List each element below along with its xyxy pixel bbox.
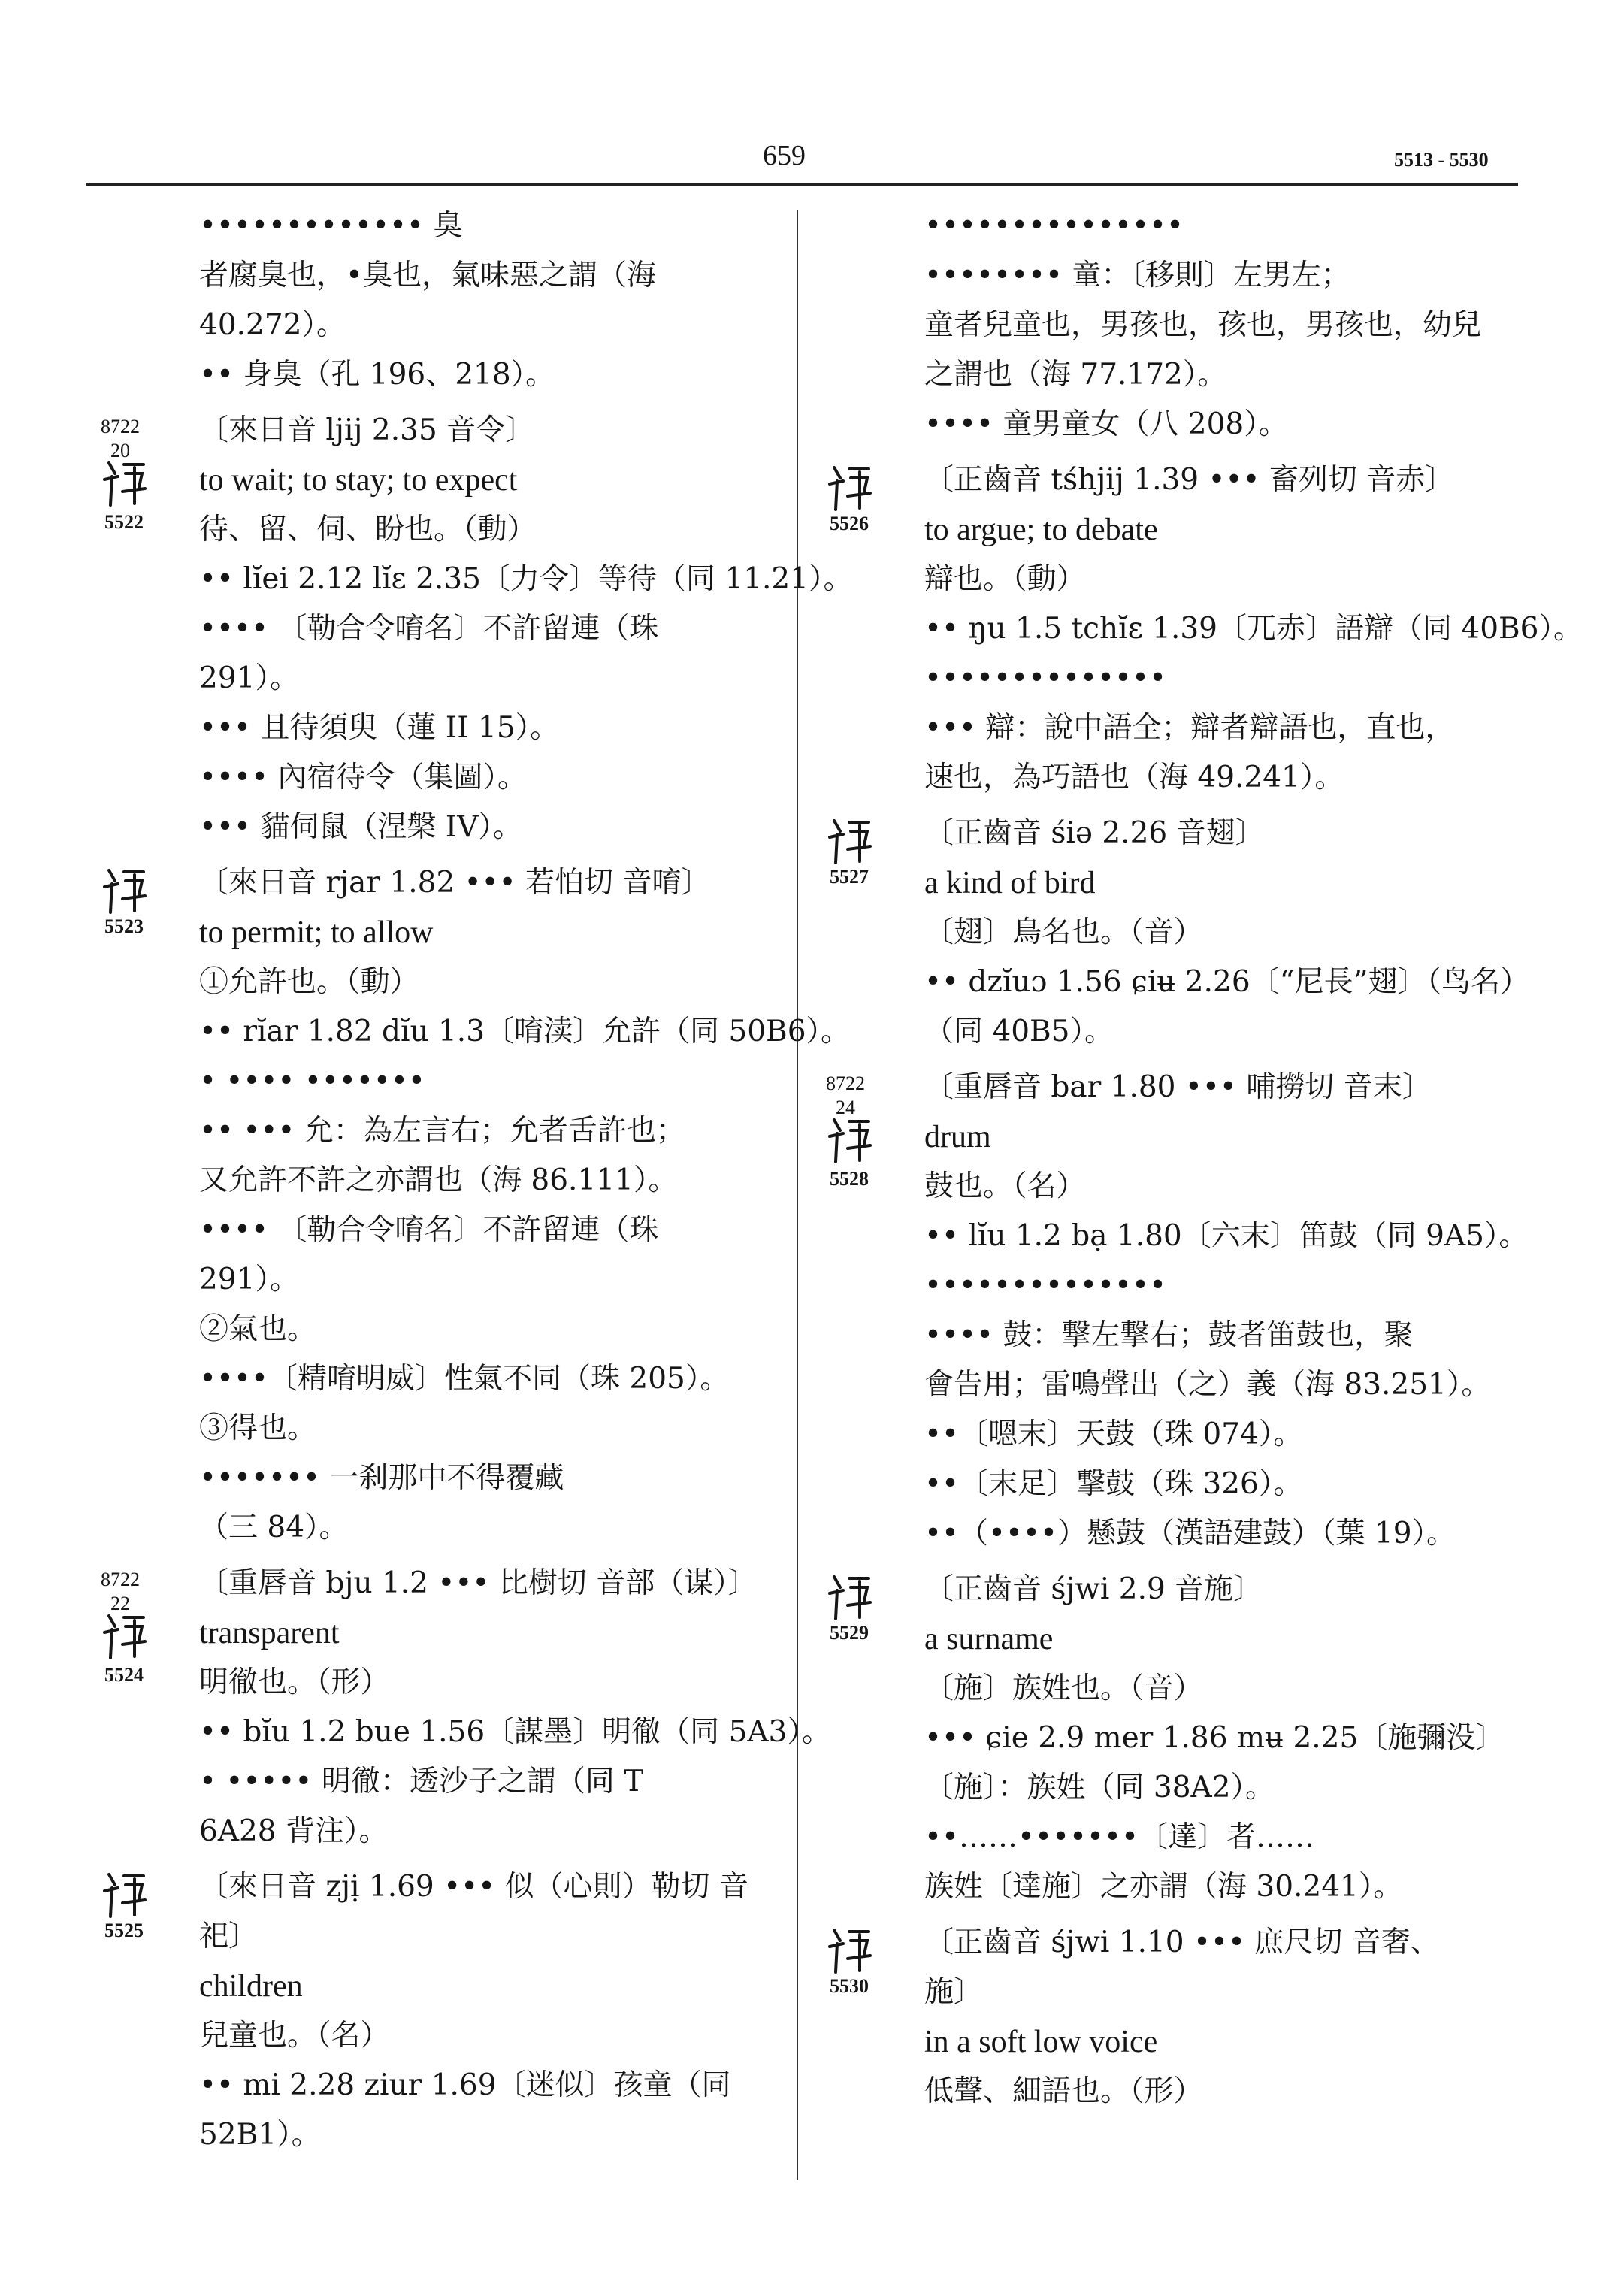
entry-number: 5530 xyxy=(830,1975,869,1997)
text-line: •••••••••••••• xyxy=(924,661,1167,695)
text-line: ②氣也。 xyxy=(199,1312,317,1346)
text-line: 〔重唇音 bju 1.2 ••• 比樹切 音部（谋）〕 xyxy=(199,1566,758,1600)
text-line: •••• 〔勒合令唷名〕不許留連（珠 xyxy=(199,1213,659,1247)
text-line: ••（••••）懸鼓（漢語建鼓）（葉 19）。 xyxy=(924,1517,1456,1550)
text-line: 〔施〕：族姓（同 38A2）。 xyxy=(924,1771,1275,1805)
tangut-character-glyph xyxy=(824,461,876,514)
entry-number: 5525 xyxy=(104,1920,144,1941)
text-line: •• lĭu 1.2 bạ 1.80〔六末〕笛鼓（同 9A5）。 xyxy=(924,1219,1529,1253)
text-line: •• rĭar 1.82 dĭu 1.3〔唷渎〕允許（同 50B6）。 xyxy=(199,1015,851,1048)
entry-number: 5527 xyxy=(830,866,869,888)
english-gloss: a surname xyxy=(924,1622,1054,1656)
text-line: 6A28 背注）。 xyxy=(199,1814,389,1848)
text-line: •• bĭu 1.2 bue 1.56〔謀墨〕明徹（同 5A3）。 xyxy=(199,1715,831,1749)
text-line: •••• 鼓：撃左撃右；鼓者笛鼓也，聚 xyxy=(924,1318,1414,1352)
tangut-character-glyph xyxy=(98,1868,151,1921)
tangut-character-glyph xyxy=(824,1114,876,1166)
text-line: 施〕 xyxy=(924,1975,984,2009)
text-line: • ••••• 明徹：透沙子之謂（同 T xyxy=(199,1765,644,1799)
text-line: 〔翅〕鳥名也。（音） xyxy=(924,915,1203,949)
entry-number: 5528 xyxy=(830,1168,869,1190)
text-line: ••• ɕie 2.9 mer 1.86 mʉ 2.25〔施彌没〕 xyxy=(924,1721,1505,1755)
text-line: ••••••••••••• 臭 xyxy=(199,209,463,243)
text-line: 者腐臭也，•臭也，氣味惡之謂（海 xyxy=(199,259,657,292)
text-line: ••• 且待須臾（蓮 II 15）。 xyxy=(199,711,560,745)
tangut-character-glyph xyxy=(98,864,151,917)
dictionary-entry xyxy=(94,1559,831,1856)
left_column-continuation xyxy=(94,201,800,400)
text-line: •••• 〔勒合令唷名〕不許留連（珠 xyxy=(199,612,659,646)
text-line: 〔正齒音 śjwi 1.10 ••• 庶尺切 音奢、 xyxy=(924,1926,1440,1959)
entry-number: 5523 xyxy=(104,915,144,937)
text-line: •• ŋu 1.5 tchĭɛ 1.39〔兀赤〕語辯（同 40B6）。 xyxy=(924,612,1583,646)
text-line: •• dzĭuɔ 1.56 ɕiʉ 2.26〔“尼長”翅〕（鸟名） xyxy=(924,965,1530,999)
dictionary-entry xyxy=(819,1918,1526,2116)
text-line: 速也，為巧語也（海 49.241）。 xyxy=(924,761,1344,794)
text-line: ••〔末足〕撃鼓（珠 326）。 xyxy=(924,1467,1303,1501)
text-line: 兒童也。（名） xyxy=(199,2019,390,2053)
text-line: 低聲、細語也。（形） xyxy=(924,2074,1203,2108)
english-gloss: children xyxy=(199,1969,303,2004)
text-line: 〔重唇音 bar 1.80 ••• 哺撈切 音末〕 xyxy=(924,1070,1432,1104)
entry-heading-code: 8722 20 xyxy=(101,416,140,461)
text-line: •• mi 2.28 ziur 1.69〔迷似〕孩童（同 xyxy=(199,2068,731,2102)
text-line: 〔正齒音 tśhjij 1.39 ••• 畜列切 音赤〕 xyxy=(924,463,1455,497)
text-line: 52B1）。 xyxy=(199,2118,321,2152)
english-gloss: drum xyxy=(924,1120,991,1154)
text-line: （三 84）。 xyxy=(199,1511,349,1544)
entry-number: 5529 xyxy=(830,1622,869,1644)
text-line: ••〔嗯末〕天鼓（珠 074）。 xyxy=(924,1417,1303,1451)
text-line: ••……•••••••〔達〕者…… xyxy=(924,1820,1315,1854)
text-line: 〔施〕族姓也。（音） xyxy=(924,1671,1203,1705)
text-line: ••••••••••••••• xyxy=(924,209,1184,243)
text-line: 之謂也（海 77.172）。 xyxy=(924,358,1227,392)
text-line: •••••••••••••• xyxy=(924,1269,1167,1302)
text-line: 辯也。（動） xyxy=(924,562,1086,596)
text-line: 童者兒童也，男孩也，孩也，男孩也，幼兒 xyxy=(924,308,1482,342)
text-line: 鼓也。（名） xyxy=(924,1169,1086,1203)
text-line: 〔正齒音 śjwi 2.9 音施〕 xyxy=(924,1572,1263,1606)
english-gloss: transparent xyxy=(199,1616,340,1650)
tangut-character-glyph xyxy=(98,1610,151,1662)
entry-range: 5513 - 5530 xyxy=(1394,149,1489,171)
text-line: 待、留、伺、盼也。（動） xyxy=(199,513,537,546)
entry-heading-code: 8722 24 xyxy=(826,1072,865,1118)
text-line: （同 40B5）。 xyxy=(924,1015,1114,1048)
text-line: 〔來日音 ljij 2.35 音令〕 xyxy=(199,413,535,447)
english-gloss: to permit; to allow xyxy=(199,915,434,950)
header-rule xyxy=(86,183,1518,186)
entry-number: 5526 xyxy=(830,513,869,534)
text-line: 〔來日音 zjị 1.69 ••• 似（心則）勒切 音 xyxy=(199,1870,748,1904)
text-line: •••• 內宿待令（集圖）。 xyxy=(199,761,527,794)
dictionary-entry xyxy=(819,1565,1526,1912)
english-gloss: in a soft low voice xyxy=(924,2025,1158,2059)
text-line: 會告用；雷鳴聲出（之）義（海 83.251）。 xyxy=(924,1368,1491,1402)
text-line: •• 身臭（孔 196、218）。 xyxy=(199,358,555,392)
tangut-character-glyph xyxy=(824,815,876,867)
text-line: ••••••• 一刹那中不得覆藏 xyxy=(199,1461,564,1495)
english-gloss: a kind of bird xyxy=(924,866,1096,900)
right-column xyxy=(819,201,1583,2122)
tangut-character-glyph xyxy=(824,1571,876,1623)
tangut-character-glyph xyxy=(98,457,151,510)
tangut-character-glyph xyxy=(824,1924,876,1977)
text-line: 〔正齒音 śiə 2.26 音翅〕 xyxy=(924,816,1265,850)
entry-number: 5522 xyxy=(104,511,144,533)
dictionary-entry xyxy=(94,1862,800,2160)
text-line: 祀〕 xyxy=(199,1920,259,1953)
text-line: •••••••• 童：〔移則〕左男左； xyxy=(924,259,1350,292)
dictionary-entry xyxy=(819,455,1583,803)
text-line: 又允許不許之亦謂也（海 86.111）。 xyxy=(199,1163,678,1197)
text-line: 40.272）。 xyxy=(199,308,346,342)
text-line: 明徹也。（形） xyxy=(199,1665,390,1699)
text-line: •• ••• 允：為左言右；允者舌許也； xyxy=(199,1114,685,1148)
dictionary-entry xyxy=(819,1063,1529,1559)
text-line: •••• 童男童女（八 208）。 xyxy=(924,407,1288,441)
text-line: ①允許也。（動） xyxy=(199,965,419,999)
text-line: 〔來日音 rjar 1.82 ••• 若怕切 音唷〕 xyxy=(199,866,711,900)
text-line: ••••〔精唷明威〕性氣不同（珠 205）。 xyxy=(199,1362,730,1396)
dictionary-entry xyxy=(819,809,1530,1057)
english-gloss: to wait; to stay; to expect xyxy=(199,463,518,498)
entry-number: 5524 xyxy=(104,1664,144,1686)
text-line: 族姓〔達施〕之亦謂（海 30.241）。 xyxy=(924,1870,1403,1904)
text-line: 291）。 xyxy=(199,661,299,695)
text-line: ③得也。 xyxy=(199,1411,317,1445)
text-line: • •••• ••••••• xyxy=(199,1064,425,1098)
entry-heading-code: 8722 22 xyxy=(101,1569,140,1614)
text-line: 291）。 xyxy=(199,1263,299,1296)
text-line: •• lĭei 2.12 lĭɛ 2.35〔力令〕等待（同 11.21）。 xyxy=(199,562,853,596)
text-line: ••• 辯：說中語全；辯者辯語也，直也， xyxy=(924,711,1455,745)
english-gloss: to argue; to debate xyxy=(924,513,1158,547)
text-line: ••• 貓伺鼠（涅槃 IV）。 xyxy=(199,810,522,844)
right_column-continuation xyxy=(819,201,1526,449)
page-number: 659 xyxy=(763,140,806,171)
